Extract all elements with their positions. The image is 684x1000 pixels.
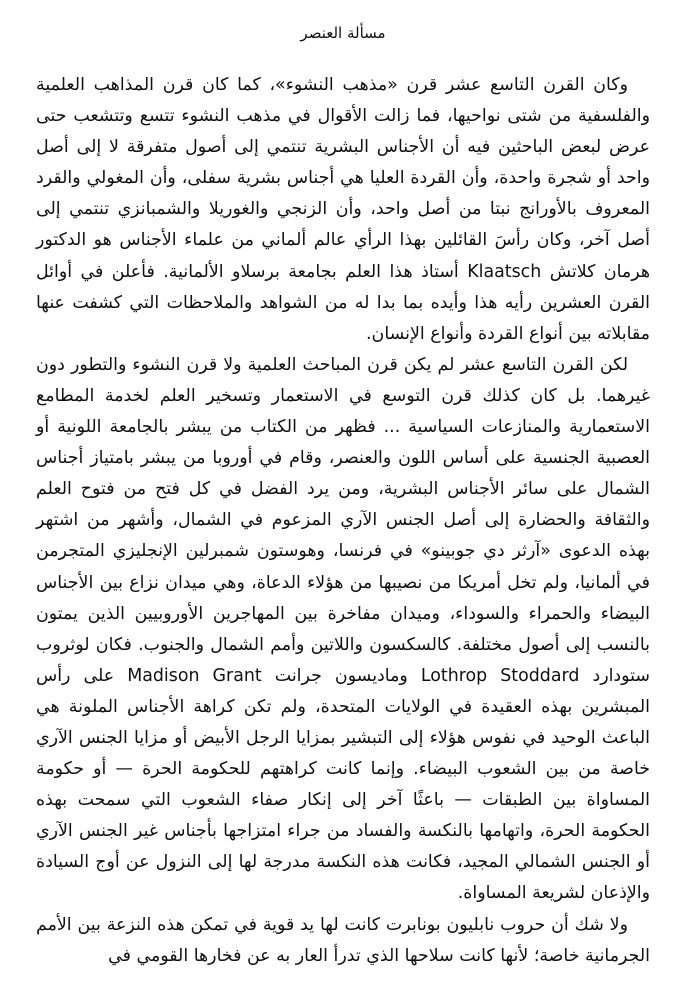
paragraph: وكان القرن التاسع عشر قرن «مذهب النشوء»، كما كان قرن المذاهب العلمية والفلسفية من شتى نواحيها، فما زالت الأقوال في مذهب النشوء تتسع وتتشعب حتى عرض لبعض الباحثين فيه أن الأجناس البشرية تنتمي إلى أصول متفرقة لا إلى أصل واحد أو شجرة واحدة، وأن القردة العليا هي أجناس بشرية سفلى، وأن المغولي والقرد المعروف بالأورانج نبتا من أصل واحد، وأن الزنجي والغوريلا والشمبانزي تنتمي إلى أصل آخر، وكان رأسَ القائلين بهذا الرأي عالم ألماني من علماء الأجناس هو الدكتور هرمان كلاتش Klaatsch أستاذ هذا العلم بجامعة برسلاو الألمانية. فأعلن في أوائل القرن العشرين رأيه هذا وأيده بما بدا له من الشواهد والملاحظات التي كشفت عنها مقابلاته بين أنواع القردة وأنواع الإنسان. <box>36 75 650 344</box>
running-header: مسألة العنصر <box>300 24 386 42</box>
paragraph: لكن القرن التاسع عشر لم يكن قرن المباحث العلمية ولا قرن النشوء والتطور دون غيرهما. بل كان كذلك قرن التوسع في الاستعمار وتسخير العلم لخدمة المطامع الاستعمارية والمنازعات السياسية ... فظهر من الكتاب من يبشر بالجامعة اللونية أو العصبية الجنسية على أساس اللون والعنصر، وقام في أوروبا من يبشر بامتياز أجناس الشمال على سائر الأجناس البشرية، ومن يرد الفضل في كل فتح من فتوح العلم والثقافة والحضارة إلى أصل الجنس الآري المزعوم في الشمال، وأشهر من اشتهر بهذه الدعوى «آرثر دي جوبينو» في فرنسا، وهوستون شمبرلين الإنجليزي المتجرمن في ألمانيا، ولم تخل أمريكا من نصيبها من هؤلاء الدعاة، وهي ميدان نزاع بين الأجناس البيضاء والحمراء والسوداء، وميدان مفاخرة بين المهاجرين الأوروبيين الذين يمتون بالنسب إلى أصول مختلفة. كالسكسون واللاتين وأمم الشمال والجنوب. فكان لوثروب ستودارد Lothrop Stoddard وماديسون جرانت Madison Grant على رأس المبشرين بهذه العقيدة في الولايات المتحدة، ولم تكن كراهة الأجناس الملونة هي الباعث الوحيد في نفوس هؤلاء إلى التبشير بمزايا الرجل الأبيض أو مزايا الجنس الآري خاصة من بين الشعوب البيضاء. وإنما كانت كراهتهم للحكومة الحرة — أو حكومة المساواة بين الطبقات — باعثًا آخر إلى إنكار صفاء الشعوب التي سمحت بهذه الحكومة الحرة، واتهامها بالنكسة والفساد من جراء امتزاجها بأجناس غير الجنس الآري أو الجنس الشمالي المجيد، فكانت هذه النكسة مدرجة لها إلى النزول عن أوج السيادة والإذعان لشريعة المساواة. <box>36 354 650 904</box>
paragraph: ولا شك أن حروب نابليون بونابرت كانت لها يد قوية في تمكن هذه النزعة بين الأمم الجرمانية خاصة؛ لأنها كانت سلاحها الذي تدرأ العار به عن فخارها القومي في <box>36 914 650 966</box>
body-text <box>36 70 650 972</box>
